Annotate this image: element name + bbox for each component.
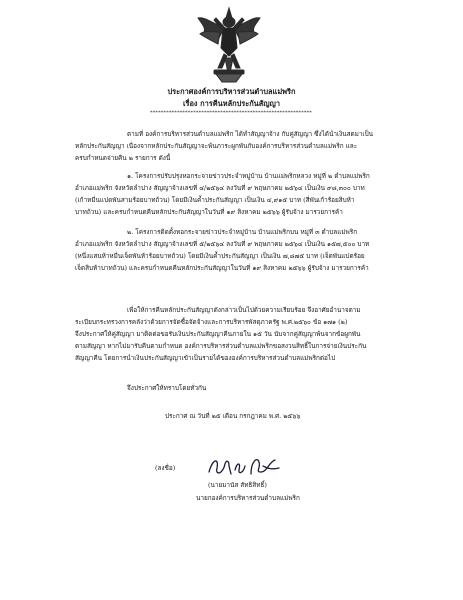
body-line: สัญญาคืน โดยการนำเงินประกันสัญญาเข้าเป็นรายได้ขององค์การบริหารส่วนตำบลแม่พริกต่อไป (75, 354, 336, 362)
body-line: ๒. โครงการติดตั้งหอกระจายข่าวประจำหมู่บ้าน บ้านแม่พริกบน หมู่ที่ ๓ ตำบลแม่พริก (127, 228, 358, 236)
document-subject: เรื่อง การคืนหลักประกันสัญญา (183, 99, 280, 108)
body-line: บาทถ้วน) และครบกำหนดคืนหลักประกันสัญญาในวันที่ ๑๙ สิงหาคม ๒๕๖๖ ผู้รับจ้าง มารวยการค้า (75, 208, 343, 216)
body-line: ครบกำหนดจ่ายคืน ๒ รายการ ดังนี้ (75, 154, 171, 162)
body-line: ตามสัญญา หากไม่มารับคืนตามกำหนด องค์การบริหารส่วนตำบลแม่พริกขอสงวนสิทธิ์ในการจ่ายเงินประกัน (75, 342, 367, 350)
body-line: อำเภอแม่พริก จังหวัดลำปาง สัญญาจ้างเลขที่ ๔/๒๕๖๔ ลงวันที่ ๙ พฤษภาคม ๒๕๖๔ เป็นเงิน ๙๘,๓๐๐ บาท (75, 184, 365, 192)
signer-position: นายกองค์การบริหารส่วนตำบลแม่พริก (196, 494, 300, 502)
announcement-date: ประกาศ ณ วันที่ ๒๕ เดือน กรกฎาคม พ.ศ. ๒๕๖๖ (165, 412, 301, 420)
handwritten-signature-icon (205, 452, 283, 482)
closing-line: จึงประกาศให้ทราบโดยทั่วกัน (127, 384, 207, 392)
signature-label: (ลงชื่อ) (155, 464, 176, 472)
separator-stars: ************************************************************ (150, 110, 312, 116)
body-line: ๑. โครงการปรับปรุงหอกระจายข่าวประจำหมู่บ้าน บ้านแม่พริกหลวง หมู่ที่ ๒ ตำบลแม่พริก (127, 172, 370, 180)
garuda-emblem-icon (196, 6, 262, 84)
body-line: อำเภอแม่พริก จังหวัดลำปาง สัญญาจ้างเลขที่ ๕/๒๕๖๔ ลงวันที่ ๙ พฤษภาคม ๒๕๖๔ เป็นเงิน ๑๕๗,๕๐๐ บาท (75, 240, 370, 248)
body-line: ระเบียบกระทรวงการคลังว่าด้วยการจัดซื้อจัดจ้างและการบริหารพัสดุภาครัฐ พ.ศ.๒๕๖๐ ข้อ ๑๗๑ (๒) (75, 318, 348, 326)
signer-name: (นายมานัส สัทธิสิทธิ์) (208, 481, 267, 489)
body-line: หลักประกันสัญญา เนื่องจากหลักประกันสัญญาจะพ้นภาระผูกพันกับองค์การบริหารส่วนตำบลแม่พริก และ (75, 142, 358, 150)
body-line: (เก้าหมื่นแปดพันสามร้อยบาทถ้วน) โดยมีเงินค้ำประกันสัญญา เป็นเงิน ๔,๙๑๕ บาท (สี่พันเก้าร้อยสิบห้า (75, 196, 355, 204)
body-line: (หนึ่งแสนห้าหมื่นเจ็ดพันห้าร้อยบาทถ้วน) โดยมีเงินค้ำประกันสัญญา เป็นเงิน ๗,๘๗๕ บาท (เจ็ดพันแปดร้อย (75, 252, 365, 260)
body-line: ตามที่ องค์การบริหารส่วนตำบลแม่พริก ได้ทำสัญญาจ้าง กับคู่สัญญา ซึ่งได้นำเงินสดมาเป็น (127, 130, 374, 138)
body-line: เจ็ดสิบห้าบาทถ้วน) และครบกำหนดคืนหลักประกันสัญญาในวันที่ ๑๙ สิงหาคม ๒๕๖๖ ผู้รับจ้าง มารวยการค้า (75, 264, 369, 272)
body-line: จึงประกาศให้คู่สัญญา มาติดต่อขอรับเงินประกันสัญญาคืนภายใน ๑๕ วัน นับจากคู่สัญญาพ้นจากข้อผูกพัน (75, 330, 361, 338)
document-title: ประกาศองค์การบริหารส่วนตำบลแม่พริก (167, 87, 296, 96)
body-line: เพื่อให้การคืนหลักประกันสัญญาดังกล่าวเป็นไปด้วยความเรียบร้อย จึงอาศัยอำนาจตาม (127, 306, 361, 314)
